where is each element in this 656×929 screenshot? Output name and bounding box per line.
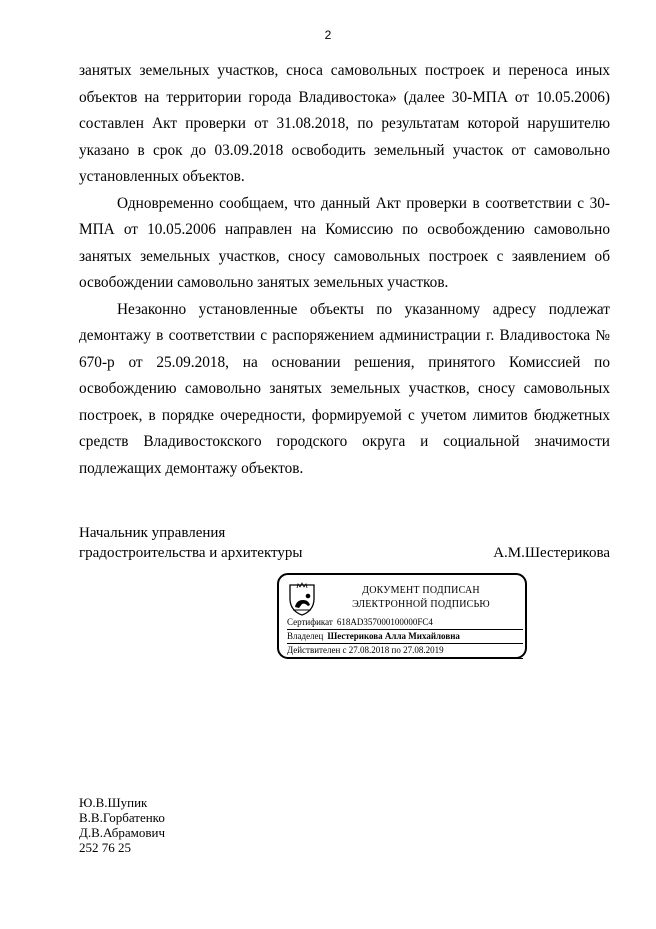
executor-name: Д.В.Абрамович — [79, 825, 166, 840]
certificate-value: 618AD357000100000FC4 — [336, 617, 433, 627]
letter-body — [79, 58, 610, 482]
paragraph-demolition: Незаконно установленные объекты по указанному адресу подлежат демонтажу в соответствии с распоряжением администрации г. Владивостока № 670-р от 25.09.2018, на основании решения, принятого Комиссией по освобождению самовольно занятых земельных участков, сносу самовольных построек, в порядке очередности, формируемой с учетом лимитов бюджетных средств Владивостокского городского округа и социальной значимости подлежащих демонтажу объектов. — [79, 300, 610, 477]
validity-text: Действителен с 27.08.2018 по 27.08.2019 — [287, 645, 444, 656]
paragraph-continuation: занятых земельных участков, сноса самовольных построек и переноса иных объектов на территории города Владивостока» (далее 30-МПА от 10.05.2006) составлен Акт проверки от 31.08.2018, по результатам которой нарушителю указано в срок до 03.09.2018 освободить земельный участок от самовольно установленных объектов. — [79, 62, 610, 185]
signatory-name: А.М.Шестерикова — [493, 545, 610, 561]
electronic-signature-stamp — [277, 573, 527, 659]
owner-value: Шестерикова Алла Михайловна — [327, 631, 460, 642]
signatory-title-line1: Начальник управления — [79, 525, 226, 541]
page-number: 2 — [324, 28, 332, 42]
executors-block — [79, 795, 165, 855]
stamp-heading — [323, 584, 519, 612]
stamp-validity-line — [287, 644, 523, 658]
owner-label: Владелец — [287, 631, 324, 642]
executor-name: В.В.Горбатенко — [79, 810, 165, 825]
stamp-heading-line2: ЭЛЕКТРОННОЙ ПОДПИСЬЮ — [352, 599, 490, 610]
stamp-heading-line1: ДОКУМЕНТ ПОДПИСАН — [362, 585, 480, 596]
signatory-block — [79, 523, 610, 563]
stamp-details — [287, 616, 523, 659]
executor-name: Ю.В.Шупик — [79, 795, 148, 810]
signatory-title-line2: градостроительства и архитектуры — [79, 545, 303, 561]
executor-phone: 252 76 25 — [79, 840, 131, 855]
city-coat-of-arms-icon — [287, 581, 317, 617]
certificate-label: Сертификат — [287, 617, 333, 627]
stamp-certificate-line — [287, 616, 523, 630]
paragraph-commission: Одновременно сообщаем, что данный Акт проверки в соответствии с 30-МПА от 10.05.2006 направлен на Комиссию по освобождению самовольно занятых земельных участков, сносу самовольных построек с заявлением об освобождении самовольно занятых земельных участков. — [79, 194, 610, 291]
stamp-owner-line — [287, 630, 523, 644]
